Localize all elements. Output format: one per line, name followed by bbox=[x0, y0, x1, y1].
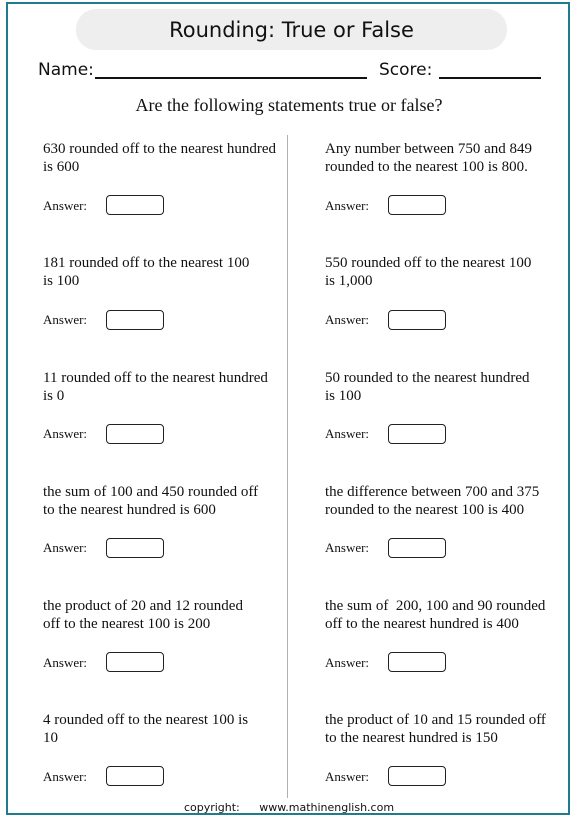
answer-label: Answer: bbox=[43, 198, 88, 213]
answer-box[interactable] bbox=[106, 424, 164, 444]
question-text: the sum of 100 and 450 rounded off to the nearest hundred is 600 bbox=[43, 484, 259, 518]
answer-box[interactable] bbox=[106, 538, 164, 558]
worksheet-title bbox=[76, 9, 507, 50]
answer-box[interactable] bbox=[388, 195, 446, 215]
question-text: the product of 20 and 12 rounded off to the nearest 100 is 200 bbox=[43, 598, 243, 632]
question-text: the product of 10 and 15 rounded off to the nearest hundred is 150 bbox=[325, 712, 546, 746]
worksheet-border bbox=[6, 2, 570, 815]
answer-box[interactable] bbox=[388, 766, 446, 786]
instructions: Are the following statements true or false? bbox=[135, 95, 443, 115]
answer-box[interactable] bbox=[388, 652, 446, 672]
question-text: the difference between 700 and 375 rounded to the nearest 100 is 400 bbox=[325, 484, 540, 518]
answer-label: Answer: bbox=[325, 540, 370, 555]
score-line[interactable] bbox=[439, 77, 541, 79]
answer-label: Answer: bbox=[43, 540, 88, 555]
answer-label: Answer: bbox=[325, 312, 370, 327]
question-text: 181 rounded off to the nearest 100 is 100 bbox=[43, 255, 250, 289]
question-text: the sum of 200, 100 and 90 rounded off to the nearest hundred is 400 bbox=[325, 598, 546, 632]
question-text: 11 rounded off to the nearest hundred is 0 bbox=[43, 370, 268, 404]
question-text: Any number between 750 and 849 rounded to the nearest 100 is 800. bbox=[325, 141, 533, 175]
question-text: 550 rounded off to the nearest 100 is 1,000 bbox=[325, 255, 532, 289]
name-line[interactable] bbox=[95, 77, 367, 79]
question-text: 4 rounded off to the nearest 100 is 10 bbox=[43, 712, 249, 746]
copyright-footer bbox=[0, 801, 578, 814]
question-text: 50 rounded to the nearest hundred is 100 bbox=[325, 370, 530, 404]
answer-label: Answer: bbox=[43, 312, 88, 327]
copyright-site: www.mathinenglish.com bbox=[259, 801, 395, 814]
answer-label: Answer: bbox=[325, 426, 370, 441]
score-label: Score: bbox=[379, 60, 433, 80]
name-label: Name: bbox=[38, 60, 94, 80]
copyright-label: copyright: bbox=[183, 801, 240, 814]
worksheet-title-text: Rounding: True or False bbox=[169, 17, 414, 42]
column-divider bbox=[287, 135, 288, 798]
answer-box[interactable] bbox=[106, 766, 164, 786]
answer-label: Answer: bbox=[43, 426, 88, 441]
answer-label: Answer: bbox=[325, 769, 370, 784]
answer-box[interactable] bbox=[106, 652, 164, 672]
answer-box[interactable] bbox=[388, 424, 446, 444]
answer-label: Answer: bbox=[43, 769, 88, 784]
answer-box[interactable] bbox=[388, 538, 446, 558]
answer-label: Answer: bbox=[43, 655, 88, 670]
answer-box[interactable] bbox=[388, 310, 446, 330]
question-text: 630 rounded off to the nearest hundred is 600 bbox=[43, 141, 276, 175]
answer-box[interactable] bbox=[106, 310, 164, 330]
answer-box[interactable] bbox=[106, 195, 164, 215]
answer-label: Answer: bbox=[325, 198, 370, 213]
answer-label: Answer: bbox=[325, 655, 370, 670]
